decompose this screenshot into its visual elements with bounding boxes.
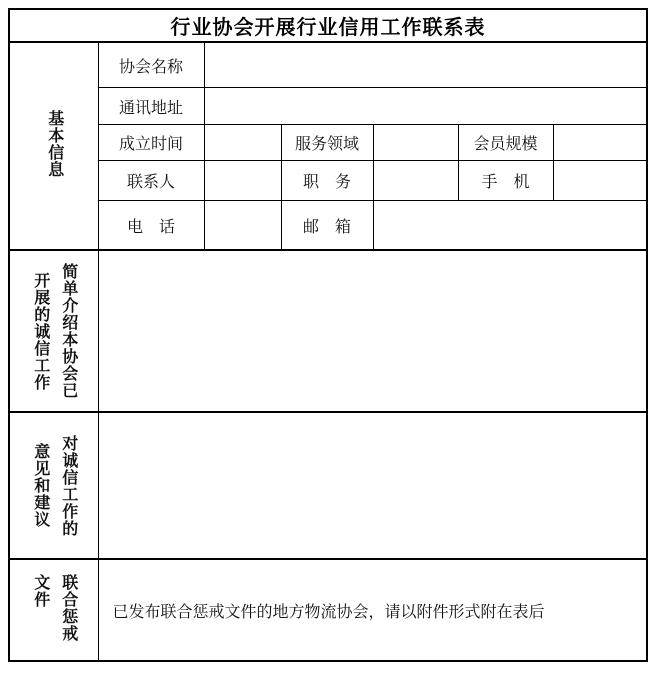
contact-person-field[interactable] xyxy=(204,161,281,201)
section-header-basic-info xyxy=(9,42,98,250)
section-header-suggestions xyxy=(9,412,98,559)
form-title: 行业协会开展行业信用工作联系表 xyxy=(9,9,647,42)
joint-discipline-note: 已发布联合惩戒文件的地方物流协会，请以附件形式附在表后 xyxy=(98,559,647,661)
section-header-credit-work-intro xyxy=(9,250,98,412)
contact-form-table xyxy=(8,8,648,662)
mailing-address-label: 通讯地址 xyxy=(98,88,204,125)
mailing-address-field[interactable] xyxy=(204,88,647,125)
suggestions-field[interactable] xyxy=(98,412,647,559)
credit-work-intro-label-line2: 开展的诚信工作 xyxy=(31,271,49,391)
phone-label: 电 话 xyxy=(98,201,204,251)
email-label: 邮 箱 xyxy=(281,201,373,251)
credit-work-intro-field[interactable] xyxy=(98,250,647,412)
credit-work-intro-label-line1: 简单介绍本协会已 xyxy=(59,263,77,399)
joint-discipline-label-line1: 联合惩戒 xyxy=(59,573,77,642)
founded-date-field[interactable] xyxy=(204,125,281,161)
service-area-field[interactable] xyxy=(373,125,458,161)
association-name-label: 协会名称 xyxy=(98,42,204,88)
suggestions-label-line1: 对诚信工作的 xyxy=(59,434,77,537)
association-name-field[interactable] xyxy=(204,42,647,88)
contact-person-label: 联系人 xyxy=(98,161,204,201)
member-scale-field[interactable] xyxy=(553,125,647,161)
position-label: 职 务 xyxy=(281,161,373,201)
suggestions-label-line2: 意见和建议 xyxy=(31,443,49,528)
joint-discipline-label-line2: 文件 xyxy=(31,573,49,608)
mobile-field[interactable] xyxy=(553,161,647,201)
member-scale-label: 会员规模 xyxy=(458,125,553,161)
section-header-joint-discipline xyxy=(9,559,98,661)
position-field[interactable] xyxy=(373,161,458,201)
founded-date-label: 成立时间 xyxy=(98,125,204,161)
email-field[interactable] xyxy=(373,201,647,251)
mobile-label: 手 机 xyxy=(458,161,553,201)
service-area-label: 服务领域 xyxy=(281,125,373,161)
phone-field[interactable] xyxy=(204,201,281,251)
basic-info-vertical-label: 基本信息 xyxy=(45,109,63,178)
